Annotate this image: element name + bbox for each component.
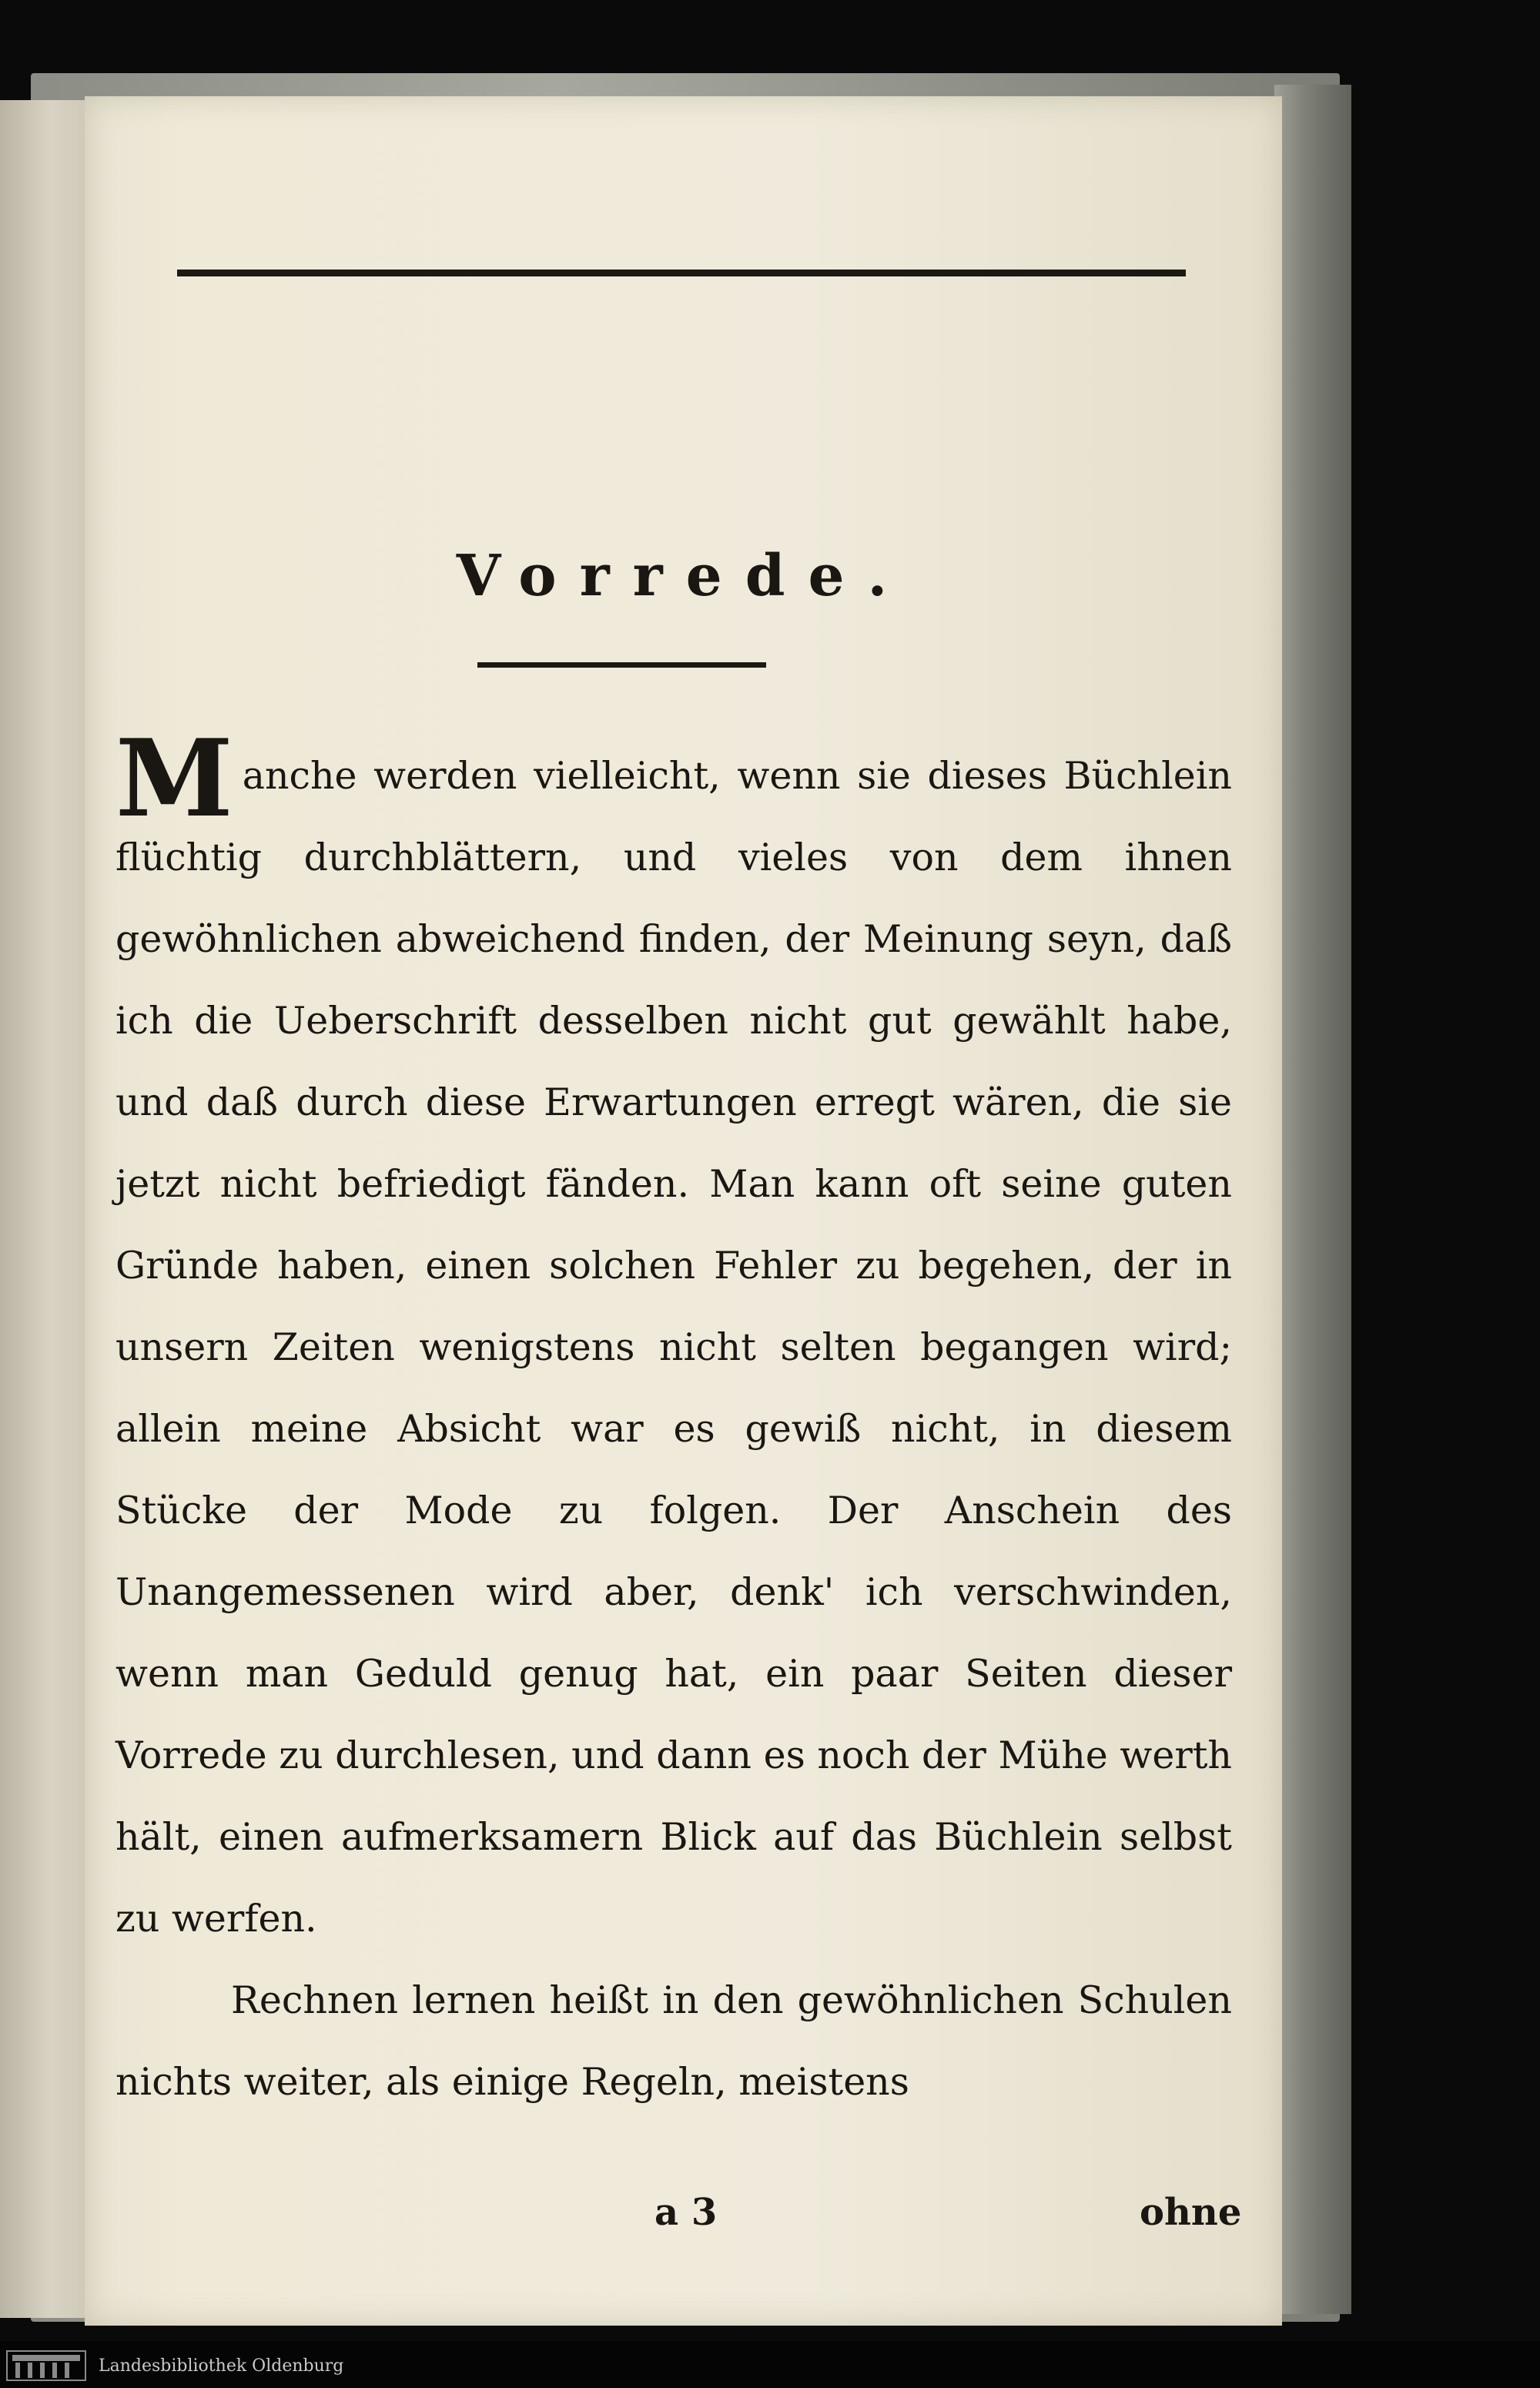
catchword: ohne xyxy=(1140,2191,1242,2234)
top-rule xyxy=(177,270,1186,276)
paragraph-2-text: Rechnen lernen heißt in den gewöhnlichen Schulen nichts weiter, als einige Regeln, meistens xyxy=(116,1978,1232,2104)
paragraph-2 xyxy=(116,1960,1232,2123)
page-body xyxy=(116,715,1232,2123)
paragraph-1 xyxy=(116,715,1232,1960)
page-title: Vorrede. xyxy=(456,543,911,609)
library-name: Landesbibliothek Oldenburg xyxy=(99,2356,344,2376)
book-cover-edge xyxy=(1274,85,1351,2314)
library-logo-icon xyxy=(6,2350,86,2381)
paragraph-1-text: anche werden vielleicht, wenn sie dieses Büchlein flüchtig durchblättern, und vieles von dem ihnen gewöhnlichen abweichend finden, der Meinung seyn, daß ich die Ueberschrift desselben nicht gut gewählt habe, und daß durch diese Erwartungen erregt wären, die sie jetzt nicht befriedigt fänden. Man kann oft seine guten Gründe haben, einen solchen Fehler zu begehen, der in unsern Zeiten wenigstens nicht selten begangen wird; allein meine Absicht war es gewiß nicht, in diesem Stücke der Mode zu folgen. Der Anschein des Unangemessenen wird aber, denk' ich verschwinden, wenn man Geduld genug hat, ein paar Seiten dieser Vorrede zu durchlesen, und dann es noch der Mühe werth hält, einen aufmerksamern Blick auf das Büchlein selbst zu werfen. xyxy=(116,754,1232,1941)
title-rule xyxy=(477,662,766,668)
signature-mark: a 3 xyxy=(654,2191,718,2234)
previous-page-edge xyxy=(0,100,85,2318)
drop-cap: M xyxy=(116,715,233,841)
book-page xyxy=(85,96,1282,2326)
